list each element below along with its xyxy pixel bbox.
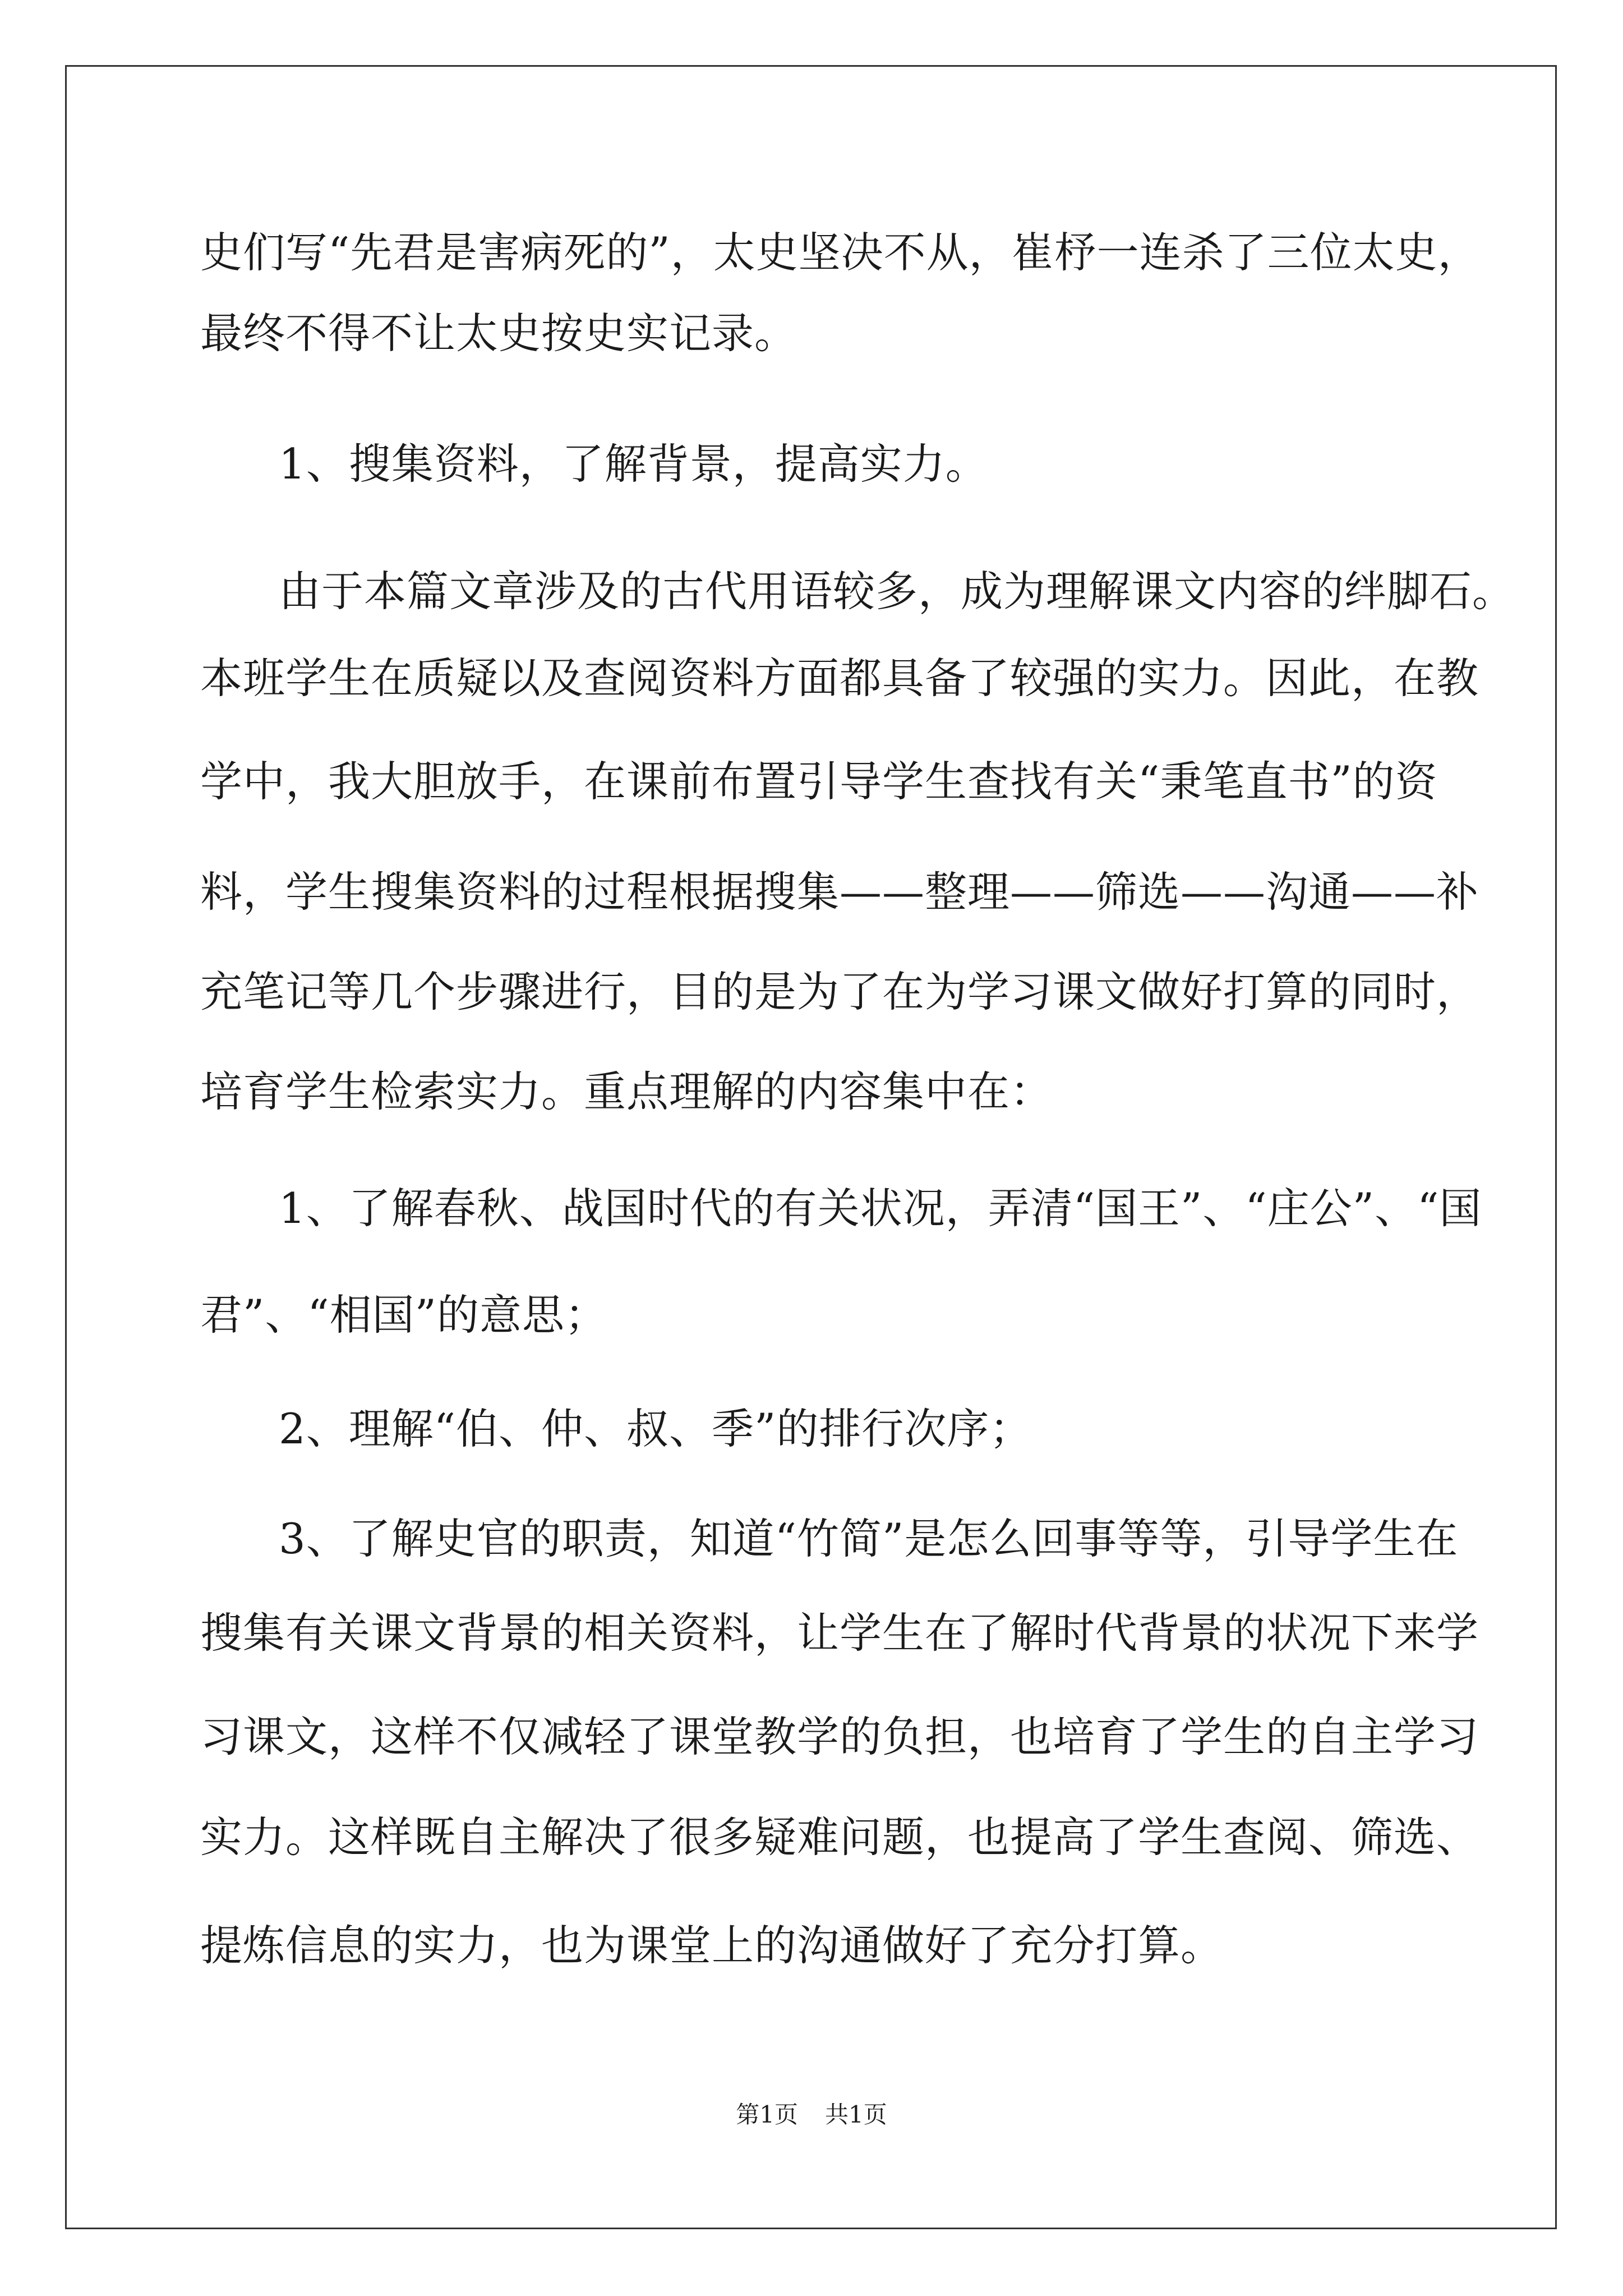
list-item-1: 1、了解春秋、战国时代的有关状况，弄清“国王”、“庄公”、“国 <box>279 1184 1482 1233</box>
body-line-16: 实力。这样既自主解决了很多疑难问题，也提高了学生查阅、筛选、 <box>200 1812 1479 1862</box>
body-line-4: 由于本篇文章涉及的古代用语较多，成为理解课文内容的绊脚石。 <box>279 567 1515 616</box>
list-item-3: 3、了解史官的职责，知道“竹简”是怎么回事等等，引导学生在 <box>279 1514 1459 1563</box>
page-number: 第1页 <box>736 2101 798 2128</box>
body-line-6: 学中，我大胆放手，在课前布置引导学生查找有关“秉笔直书”的资 <box>200 757 1438 806</box>
page-footer <box>0 2098 1623 2132</box>
page-total: 共1页 <box>825 2101 887 2128</box>
body-line-17: 提炼信息的实力，也为课堂上的沟通做好了充分打算。 <box>200 1921 1224 1970</box>
list-item-2: 2、理解“伯、仲、叔、季”的排行次序； <box>279 1404 1032 1453</box>
body-line-15: 习课文，这样不仅减轻了课堂教学的负担，也培育了学生的自主学习 <box>200 1712 1479 1761</box>
body-line-1: 史们写“先君是害病死的”，太史坚决不从，崔杼一连杀了三位太史， <box>200 228 1481 277</box>
body-line-8: 充笔记等几个步骤进行，目的是为了在为学习课文做好打算的同时， <box>200 967 1479 1016</box>
body-line-7: 料，学生搜集资料的过程根据搜集——整理——筛选——沟通——补 <box>200 867 1479 917</box>
body-line-2: 最终不得不让太史按史实记录。 <box>200 309 797 358</box>
body-line-14: 搜集有关课文背景的相关资料，让学生在了解时代背景的状况下来学 <box>200 1608 1479 1658</box>
list-item-1-continued: 君”、“相国”的意思； <box>200 1290 608 1340</box>
section-heading-1: 1、搜集资料，了解背景，提高实力。 <box>279 439 988 489</box>
body-line-9: 培育学生检索实力。重点理解的内容集中在： <box>200 1067 1053 1116</box>
page-border <box>65 65 1557 2229</box>
body-line-5: 本班学生在质疑以及查阅资料方面都具备了较强的实力。因此，在教 <box>200 654 1479 703</box>
